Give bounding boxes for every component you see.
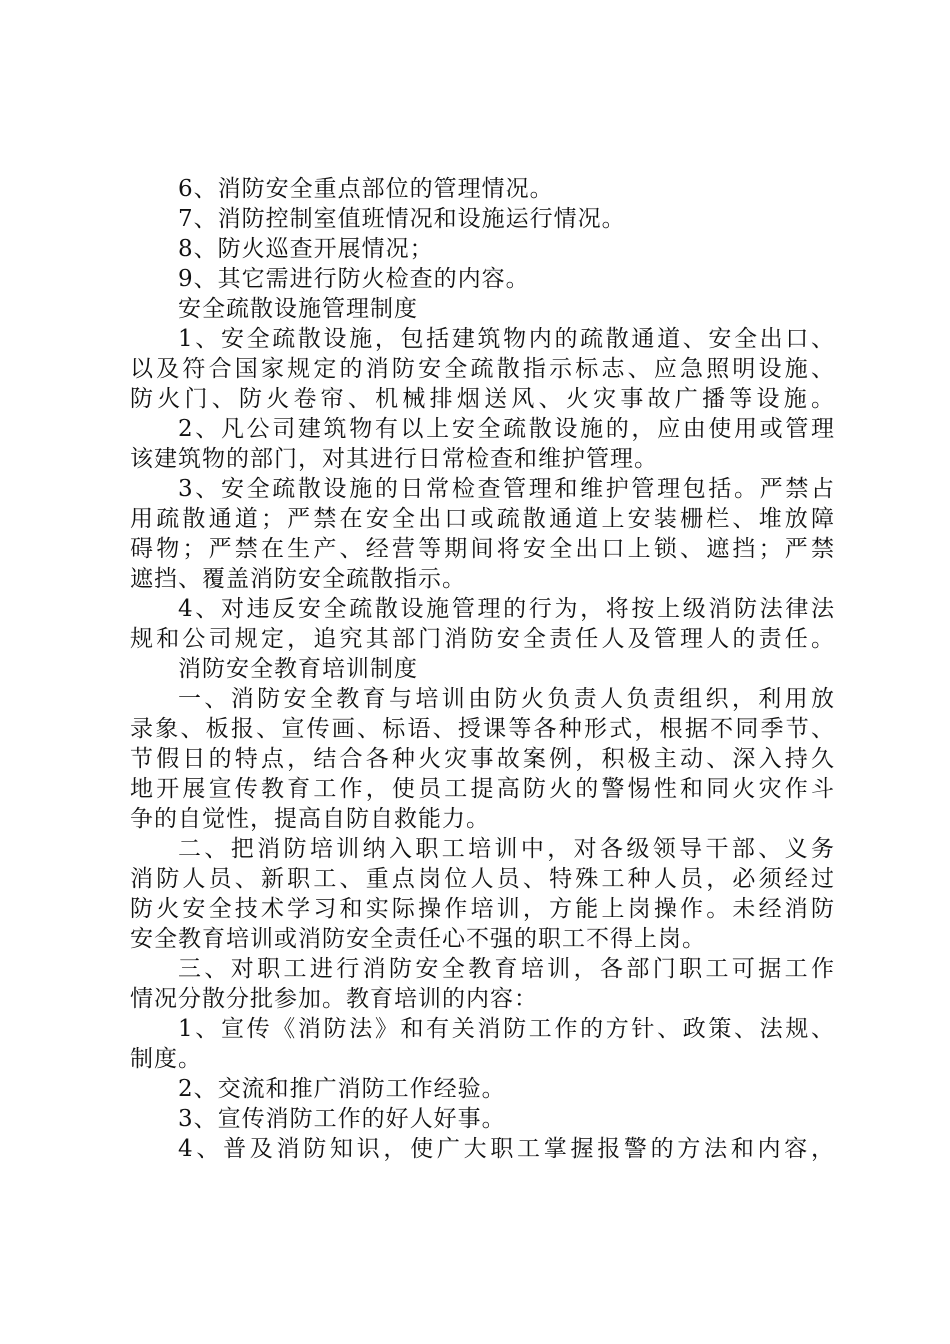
text-line: 3、安全疏散设施的日常检查管理和维护管理包括。严禁占 <box>178 476 835 502</box>
text-line: 安全教育培训或消防安全责任心不强的职工不得上岗。 <box>130 926 706 952</box>
text-line: 以及符合国家规定的消防安全疏散指示标志、应急照明设施、 <box>130 356 835 382</box>
text-line: 一、消防安全教育与培训由防火负责人负责组织，利用放 <box>178 686 835 712</box>
text-line: 4、普及消防知识，使广大职工掌握报警的方法和内容， <box>178 1136 835 1162</box>
text-line: 该建筑物的部门，对其进行日常检查和维护管理。 <box>130 446 658 472</box>
text-line: 遮挡、覆盖消防安全疏散指示。 <box>130 566 466 592</box>
text-line: 防火门、防火卷帘、机械排烟送风、火灾事故广播等设施。 <box>130 386 835 412</box>
text-line: 碍物；严禁在生产、经营等期间将安全出口上锁、遮挡；严禁 <box>130 536 835 562</box>
text-line: 用疏散通道；严禁在安全出口或疏散通道上安装栅栏、堆放障 <box>130 506 835 532</box>
document-body <box>130 174 835 1164</box>
text-line: 二、把消防培训纳入职工培训中，对各级领导干部、义务 <box>178 836 835 862</box>
text-line: 9、其它需进行防火检查的内容。 <box>178 266 530 292</box>
text-line: 录象、板报、宣传画、标语、授课等各种形式，根据不同季节、 <box>130 716 835 742</box>
text-line: 三、对职工进行消防安全教育培训，各部门职工可据工作 <box>178 956 835 982</box>
text-line: 争的自觉性，提高自防自救能力。 <box>130 806 490 832</box>
text-line: 地开展宣传教育工作，使员工提高防火的警惕性和同火灾作斗 <box>130 776 835 802</box>
text-line: 1、宣传《消防法》和有关消防工作的方针、政策、法规、 <box>178 1016 835 1042</box>
text-line: 消防安全教育培训制度 <box>178 656 418 682</box>
text-line: 2、凡公司建筑物有以上安全疏散设施的，应由使用或管理 <box>178 416 835 442</box>
text-line: 规和公司规定，追究其部门消防安全责任人及管理人的责任。 <box>130 626 835 652</box>
text-line: 制度。 <box>130 1046 202 1072</box>
text-line: 8、防火巡查开展情况； <box>178 236 434 262</box>
text-line: 3、宣传消防工作的好人好事。 <box>178 1106 506 1132</box>
text-line: 2、交流和推广消防工作经验。 <box>178 1076 506 1102</box>
text-line: 情况分散分批参加。教育培训的内容： <box>130 986 538 1012</box>
text-line: 安全疏散设施管理制度 <box>178 296 418 322</box>
text-line: 防火安全技术学习和实际操作培训，方能上岗操作。未经消防 <box>130 896 835 922</box>
text-line: 7、消防控制室值班情况和设施运行情况。 <box>178 206 626 232</box>
text-line: 6、消防安全重点部位的管理情况。 <box>178 176 554 202</box>
text-line: 消防人员、新职工、重点岗位人员、特殊工种人员，必须经过 <box>130 866 835 892</box>
text-line: 节假日的特点，结合各种火灾事故案例，积极主动、深入持久 <box>130 746 835 772</box>
text-line: 1、安全疏散设施，包括建筑物内的疏散通道、安全出口、 <box>178 326 835 352</box>
text-line: 4、对违反安全疏散设施管理的行为，将按上级消防法律法 <box>178 596 835 622</box>
